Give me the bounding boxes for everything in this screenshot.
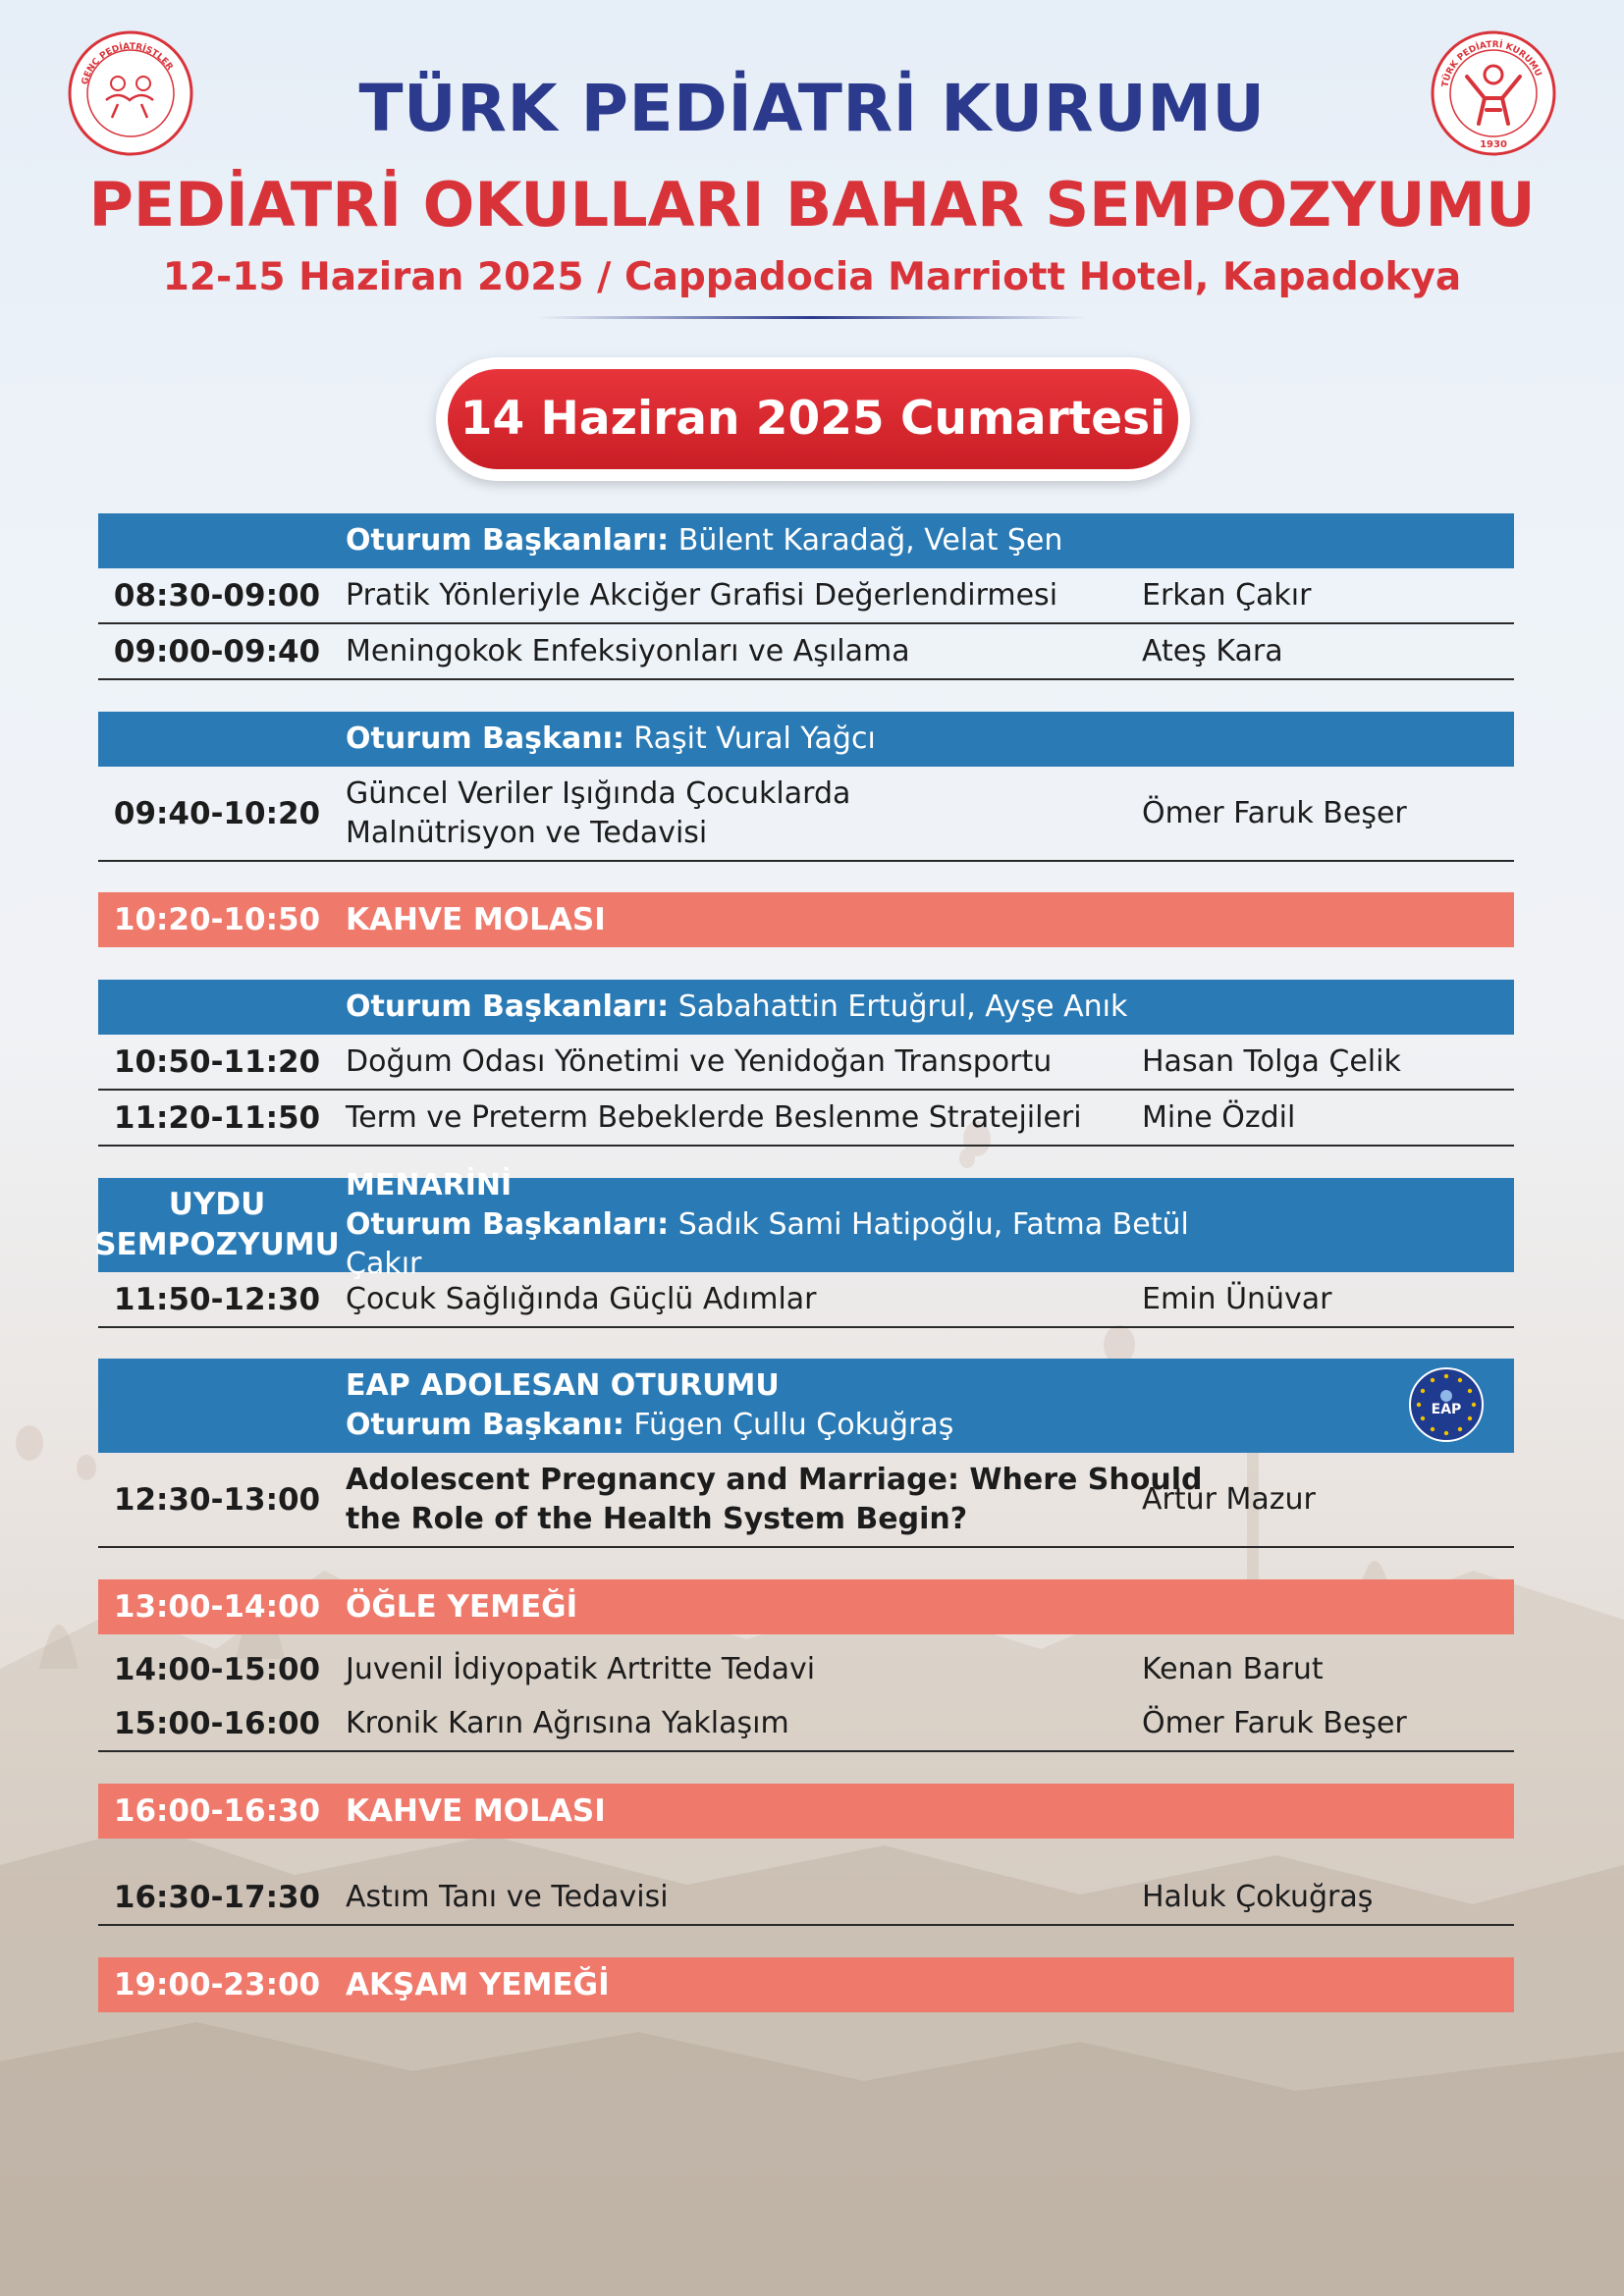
break-time: 13:00-14:00 (113, 1589, 321, 1625)
break-row (98, 1784, 1514, 1839)
talk-title-line: Güncel Veriler Işığında Çocuklarda (346, 775, 851, 811)
chairs-label: Oturum Başkanları: (346, 1207, 670, 1242)
talk-row (98, 1870, 1514, 1926)
session-header (94, 1168, 1514, 1281)
talk-title: Kronik Karın Ağrısına Yaklaşım (346, 1705, 789, 1740)
talk-title: Juvenil İdiyopatik Artritte Tedavi (346, 1651, 816, 1686)
talk-speaker: Haluk Çokuğraş (1142, 1880, 1374, 1914)
talk-title-line: Malnütrisyon ve Tedavisi (346, 815, 708, 850)
talk-title: Astım Tanı ve Tedavisi (346, 1879, 669, 1914)
talk-title: Doğum Odası Yönetimi ve Yenidoğan Transportu (346, 1043, 1053, 1079)
title-divider (538, 316, 1086, 319)
chairs-names: Sadık Sami Hatipoğlu, Fatma Betül Çakır (346, 1207, 1189, 1281)
day-badge (436, 357, 1190, 481)
org-title: TÜRK PEDİATRİ KURUMU (358, 71, 1266, 146)
talk-time: 15:00-16:00 (113, 1705, 321, 1741)
break-row (98, 892, 1514, 947)
talk-time: 09:40-10:20 (113, 795, 321, 831)
eap-logo (1408, 1366, 1485, 1443)
talk-row (98, 1035, 1514, 1091)
session-chairs (346, 1359, 1229, 1453)
talk-title-line: Adolescent Pregnancy and Marriage: Where Should (346, 1462, 1203, 1497)
chairs-label: Oturum Başkanları: (346, 989, 670, 1024)
chairs-label: Oturum Başkanı: (346, 721, 624, 756)
chairs-label: Oturum Başkanı: (346, 1408, 624, 1442)
break-label: ÖĞLE YEMEĞİ (346, 1589, 578, 1625)
talk-row (98, 1642, 1514, 1696)
talk-time: 11:20-11:50 (113, 1099, 321, 1136)
talk-speaker: Artur Mazur (1142, 1482, 1316, 1517)
talk-speaker: Erkan Çakır (1142, 578, 1312, 613)
session-header (98, 1359, 1514, 1453)
logo-right-year: 1930 (1480, 139, 1507, 150)
chairs-label: Oturum Başkanları: (346, 523, 670, 558)
chairs-names: Fügen Çullu Çokuğraş (633, 1408, 954, 1442)
talk-time: 10:50-11:20 (113, 1043, 321, 1080)
satellite-line: SEMPOZYUMU (94, 1227, 340, 1262)
session-header (98, 712, 1514, 767)
chairs-names: Raşit Vural Yağcı (633, 721, 876, 756)
talk-row (98, 1272, 1514, 1328)
eap-logo-text: EAP (1431, 1402, 1462, 1417)
break-time: 10:20-10:50 (113, 902, 321, 937)
talk-row (98, 568, 1514, 624)
break-time: 19:00-23:00 (113, 1967, 321, 2002)
day-label: 14 Haziran 2025 Cumartesi (448, 369, 1178, 469)
break-label: KAHVE MOLASI (346, 902, 606, 937)
talk-speaker: Mine Özdil (1142, 1100, 1296, 1135)
talk-time: 12:30-13:00 (113, 1481, 321, 1518)
talk-time: 11:50-12:30 (113, 1281, 321, 1317)
talk-speaker: Ateş Kara (1142, 634, 1283, 668)
break-time: 16:00-16:30 (113, 1793, 321, 1829)
event-subtitle: 12-15 Haziran 2025 / Cappadocia Marriott Hotel, Kapadokya (162, 255, 1462, 299)
talk-title: Term ve Preterm Bebeklerde Beslenme Stratejileri (346, 1099, 1082, 1135)
talk-speaker: Ömer Faruk Beşer (1142, 796, 1407, 830)
talk-time: 08:30-09:00 (113, 577, 321, 614)
talk-title: Çocuk Sağlığında Güçlü Adımlar (346, 1281, 817, 1316)
talk-speaker: Kenan Barut (1142, 1652, 1324, 1686)
talk-row (98, 767, 1514, 862)
talk-title: Pratik Yönleriyle Akciğer Grafisi Değerlendirmesi (346, 577, 1058, 613)
talk-title-line: the Role of the Health System Begin? (346, 1501, 968, 1536)
talk-title (346, 1453, 1229, 1546)
break-label: KAHVE MOLASI (346, 1793, 606, 1829)
talk-time: 09:00-09:40 (113, 633, 321, 669)
event-title: PEDİATRİ OKULLARI BAHAR SEMPOZYUMU (88, 169, 1536, 240)
chairs-names: Sabahattin Ertuğrul, Ayşe Anık (677, 989, 1128, 1024)
logo-left-text: GENÇ PEDİATRİSTLER (80, 41, 175, 86)
talk-title: Meningokok Enfeksiyonları ve Aşılama (346, 633, 910, 668)
talk-time: 16:30-17:30 (113, 1879, 321, 1915)
session-header (98, 980, 1514, 1035)
talk-speaker: Ömer Faruk Beşer (1142, 1706, 1407, 1740)
talk-title (346, 767, 1229, 860)
talk-row (98, 1696, 1514, 1752)
satellite-symposium-label (94, 1178, 340, 1272)
talk-time: 14:00-15:00 (113, 1651, 321, 1687)
talk-row (98, 624, 1514, 680)
break-row (98, 1957, 1514, 2012)
talk-row (98, 1091, 1514, 1147)
session-chairs (346, 980, 1229, 1035)
break-row (98, 1579, 1514, 1634)
satellite-line: UYDU (168, 1187, 266, 1222)
session-chairs (346, 1168, 1229, 1281)
session-name: EAP ADOLESAN OTURUMU (346, 1368, 780, 1403)
logo-right-text: TÜRK PEDİATRİ KURUMU (1440, 39, 1543, 88)
chairs-names: Bülent Karadağ, Velat Şen (677, 523, 1063, 558)
talk-speaker: Hasan Tolga Çelik (1142, 1044, 1401, 1079)
talk-row (98, 1453, 1514, 1548)
session-chairs (346, 513, 1229, 568)
break-label: AKŞAM YEMEĞİ (346, 1967, 610, 2002)
session-chairs (346, 712, 1229, 767)
session-header (98, 513, 1514, 568)
sponsor-name: MENARİNİ (346, 1168, 513, 1202)
talk-speaker: Emin Ünüvar (1142, 1282, 1332, 1316)
